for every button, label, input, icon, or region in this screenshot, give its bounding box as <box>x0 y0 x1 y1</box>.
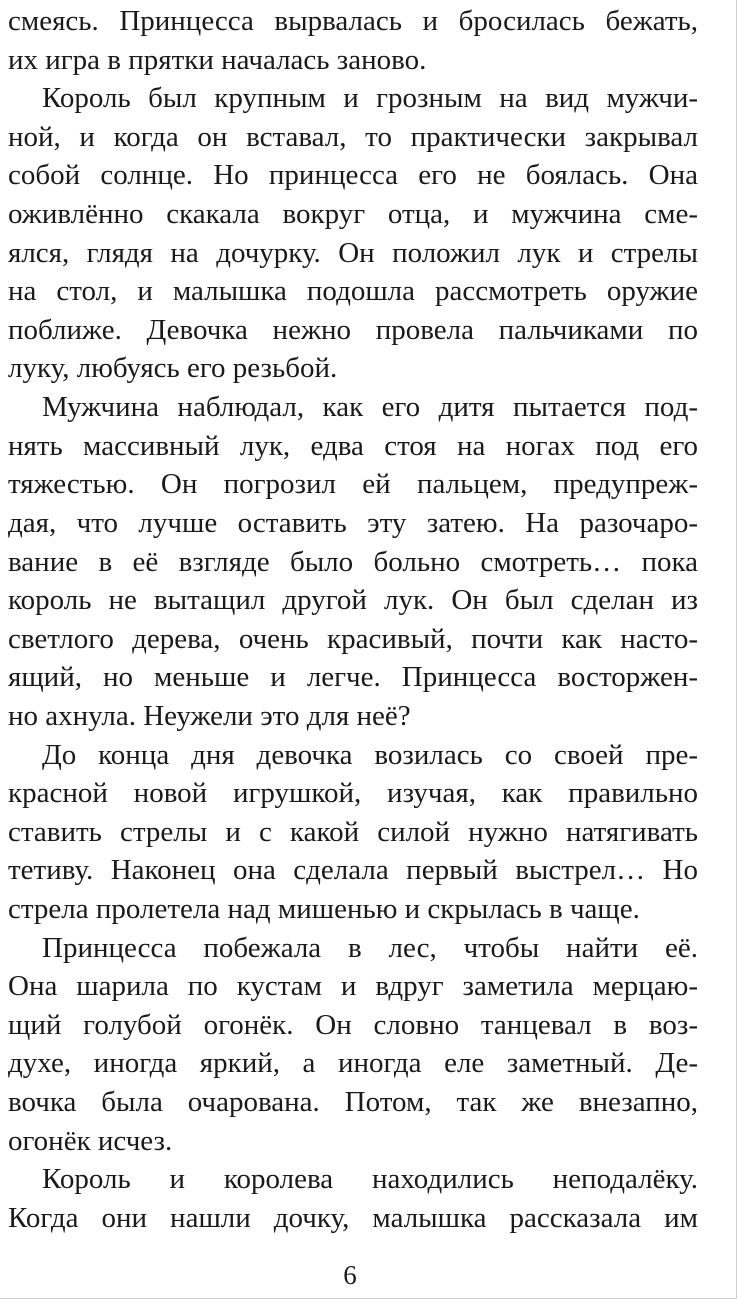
text-line: Мужчина наблюдал, как его дитя пытается под- <box>42 391 698 424</box>
text-line: Когда они нашли дочку, малышка рассказала им <box>8 1201 698 1234</box>
text-line: щий голубой огонёк. Он словно танцевал в воз- <box>8 1008 698 1041</box>
page-number: 6 <box>343 1260 357 1290</box>
text-line: духе, иногда яркий, а иногда еле заметный. Де- <box>8 1047 698 1080</box>
text-line: стрела пролетела над мишенью и скрылась в чаще. <box>8 893 640 926</box>
text-line: луку, любуясь его резьбой. <box>8 352 338 385</box>
text-line: собой солнце. Но принцесса его не боялась. Она <box>8 159 698 192</box>
text-line: смеясь. Принцесса вырвалась и бросилась бежать, <box>8 5 698 37</box>
text-line: До конца дня девочка возилась со своей пре- <box>42 738 698 771</box>
text-line: вочка была очарована. Потом, так же внезапно, <box>8 1086 698 1119</box>
body-text <box>8 2 698 1238</box>
text-line: Король и королева находились неподалёку. <box>42 1163 698 1196</box>
text-line: Принцесса побежала в лес, чтобы найти её. <box>42 931 698 964</box>
text-line: король не вытащил другой лук. Он был сделан из <box>8 584 698 617</box>
text-line: тяжестью. Он погрозил ей пальцем, предупреж- <box>8 468 698 501</box>
text-line: их игра в прятки началась заново. <box>8 43 427 76</box>
text-line: дая, что лучше оставить эту затею. На разочаро- <box>8 506 698 539</box>
text-line: ящий, но меньше и легче. Принцесса восторжен- <box>8 661 698 694</box>
text-line: поближе. Девочка нежно провела пальчиками по <box>8 313 698 346</box>
text-line: ялся, глядя на дочурку. Он положил лук и стрелы <box>8 236 698 269</box>
text-line: светлого дерева, очень красивый, почти как насто- <box>8 622 698 655</box>
text-line: тетиву. Наконец она сделала первый выстрел… Но <box>8 854 698 887</box>
text-line: Король был крупным и грозным на вид мужчи- <box>42 82 698 115</box>
text-line: красной новой игрушкой, изучая, как правильно <box>8 777 698 810</box>
text-line: ной, и когда он вставал, то практически закрывал <box>8 120 698 153</box>
text-line: ставить стрелы и с какой силой нужно натягивать <box>8 815 698 848</box>
text-line: на стол, и малышка подошла рассмотреть оружие <box>8 275 698 308</box>
text-line: вание в её взгляде было больно смотреть… пока <box>8 545 698 578</box>
text-line: но ахнула. Неужели это для неё? <box>8 699 411 732</box>
text-line: огонёк исчез. <box>8 1124 173 1157</box>
text-line: Она шарила по кустам и вдруг заметила мерцаю- <box>8 970 698 1003</box>
text-line: нять массивный лук, едва стоя на ногах под его <box>8 429 698 462</box>
text-line: оживлённо скакала вокруг отца, и мужчина сме- <box>8 198 698 231</box>
